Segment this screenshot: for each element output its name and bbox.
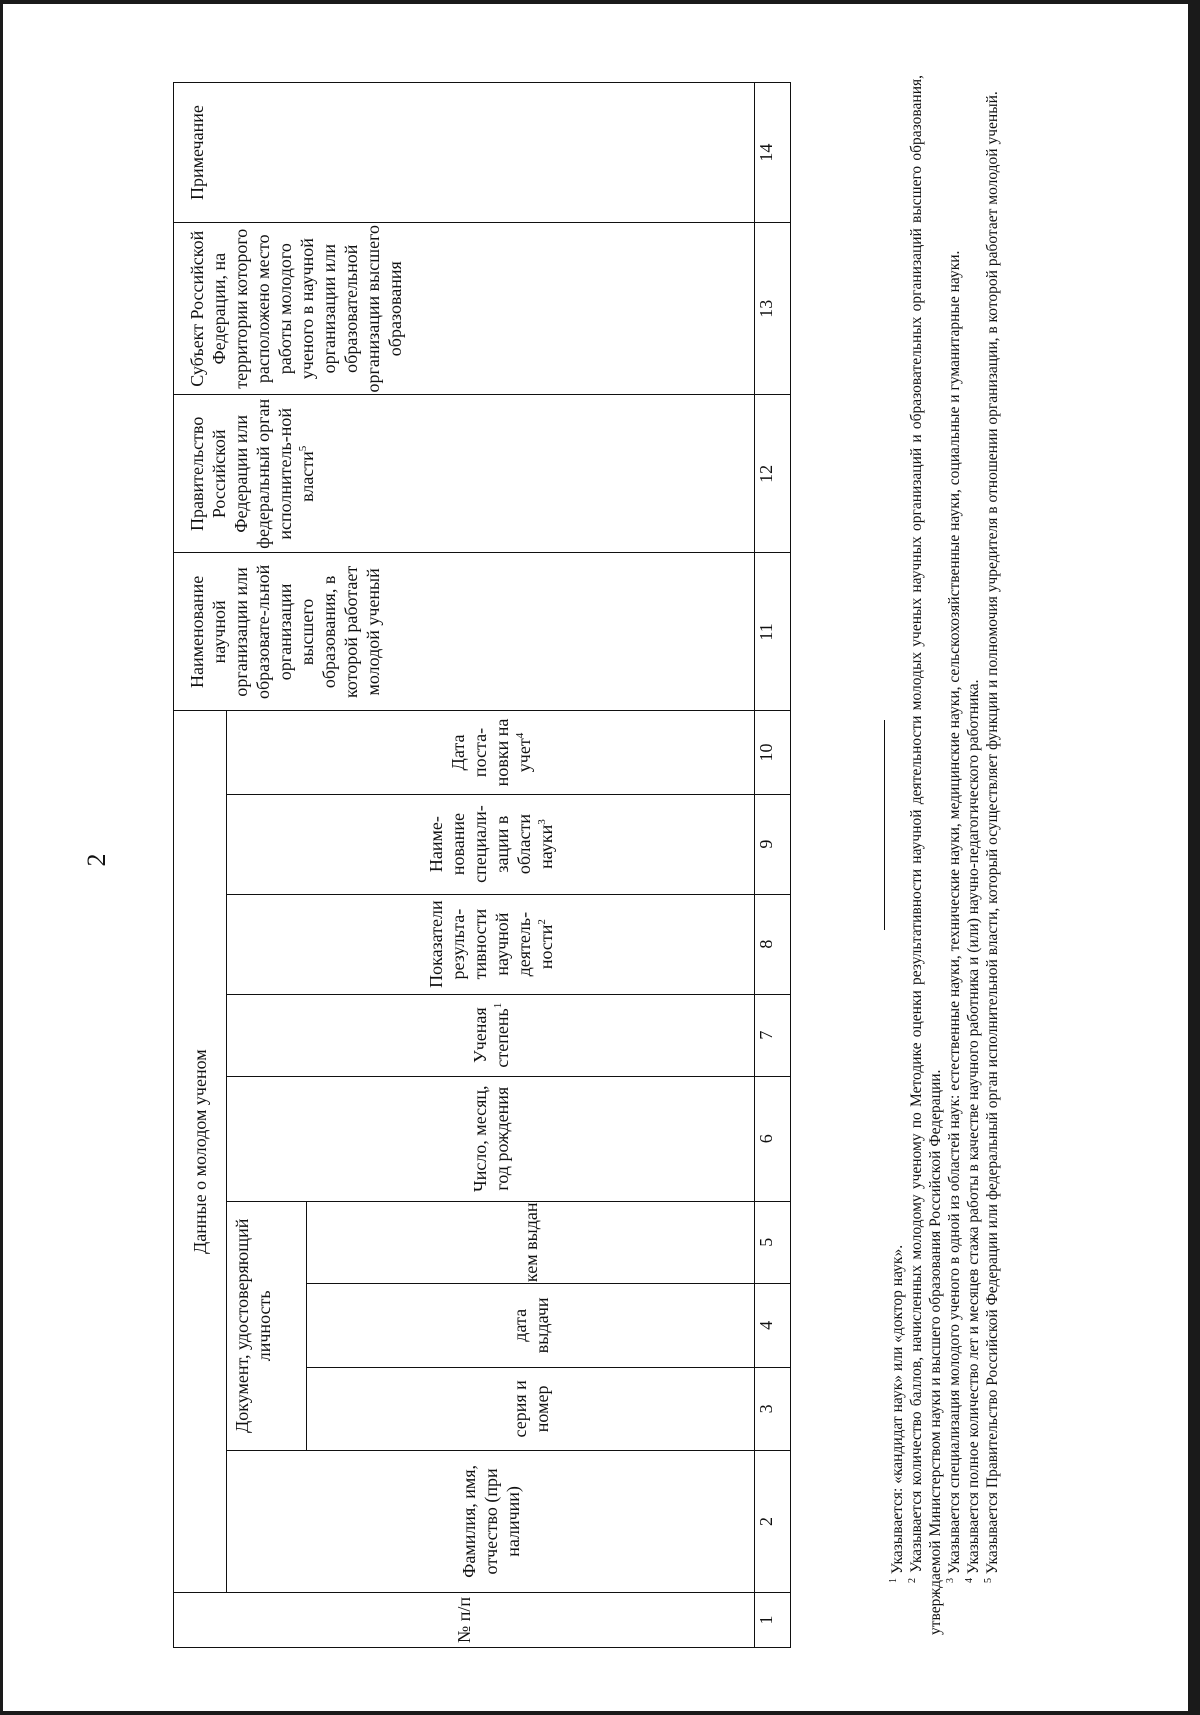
col-number: 5: [755, 1201, 791, 1283]
footnotes: [888, 75, 1002, 1635]
young-scientist-table: [173, 82, 791, 1648]
footnote: $^5$ Указывается Правительство Российской Федерации или федеральный орган исполнительной власти, который осуществляет функции и полномочия учредителя в отношении организации, в которой работает молодой ученый.: [982, 91, 1001, 1583]
col-number: 11: [755, 553, 791, 711]
header-subject: Субъект Российской Федерации, на территории которого расположено место работы молодого ученого в научной организации или образовательной организации высшего образования: [174, 223, 755, 395]
header-doc-group: Документ, удостоверяющий личность: [227, 1201, 307, 1450]
footnote: $^3$ Указывается специализация молодого ученого в одной из областей наук: естественные науки, технические науки, медицинские науки, сельскохозяйственные науки, социальные и гуманитарные науки.: [944, 250, 963, 1583]
col-number: 9: [755, 794, 791, 894]
col-number: 4: [755, 1283, 791, 1367]
header-organization: Наименование научной организации или образовате-льной организации высшего образования, в которой работает молодой ученый: [174, 553, 755, 711]
col-number: 13: [755, 223, 791, 395]
header-degree: Ученая степень$^1$: [227, 994, 755, 1076]
header-note: Примечание: [174, 83, 755, 223]
header-group-young-scientist: Данные о молодом ученом: [174, 711, 227, 1593]
col-number: 12: [755, 395, 791, 553]
col-number: 6: [755, 1076, 791, 1201]
col-number: 1: [755, 1592, 791, 1647]
col-number: 7: [755, 994, 791, 1076]
footnote: $^1$ Указывается: «кандидат наук» или «доктор наук».: [887, 1244, 906, 1583]
col-number: 14: [755, 83, 791, 223]
header-birth-date: Число, месяц, год рождения: [227, 1076, 755, 1201]
col-number: 2: [755, 1450, 791, 1592]
col-number: 8: [755, 894, 791, 994]
header-registration-date: Дата поста-новки на учет$^4$: [227, 711, 755, 794]
footnote-rule: [884, 720, 885, 930]
col-number: 10: [755, 711, 791, 794]
header-full-name: Фамилия, имя, отчество (при наличии): [227, 1450, 755, 1592]
page-number: 2: [82, 853, 111, 867]
footnote: $^4$ Указывается полное количество лет и месяцев стажа работы в качестве научного работника и (или) научно-педагогического работника.: [963, 679, 982, 1583]
footnote: $^2$ Указывается количество баллов, начисленных молодому ученому по Методике оценки результативности научной деятельности молодых ученых научных организаций и образовательных организаций высшего образования, утверждаемой Министерством науки и высшего образования Российской Федерации.: [906, 74, 944, 1635]
header-performance: Показатели результа-тивности научной деятель-ности$^2$: [227, 894, 755, 994]
header-row-1: [174, 83, 227, 1648]
header-doc-date: дата выдачи: [307, 1283, 755, 1367]
header-specialization: Наиме-нование специали-зации в области науки$^3$: [227, 794, 755, 894]
header-doc-series: серия и номер: [307, 1367, 755, 1450]
column-number-row: [755, 83, 791, 1648]
header-government: Правительство Российской Федерации или федеральный орган исполнитель-ной власти$^5$: [174, 395, 755, 553]
col-number: 3: [755, 1367, 791, 1450]
header-no: № п/п: [174, 1592, 755, 1647]
header-doc-issuer: кем выдан: [307, 1201, 755, 1283]
